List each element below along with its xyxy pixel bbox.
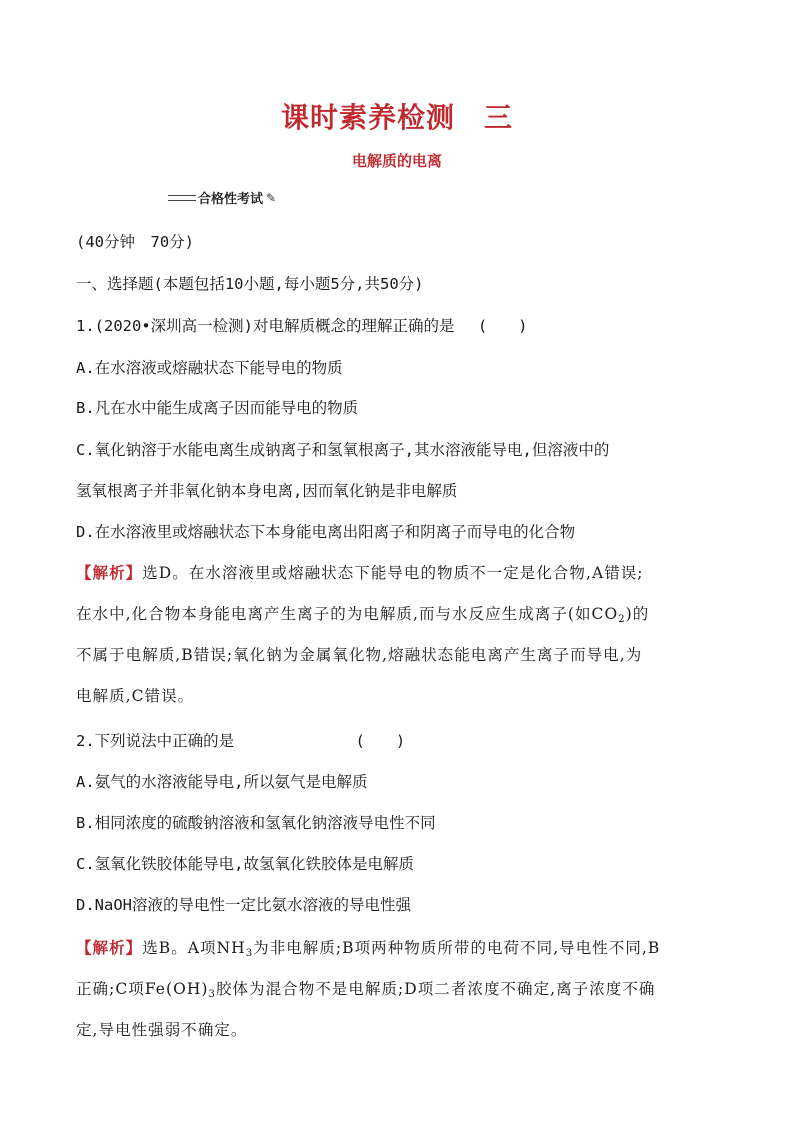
question-1-option-c-line2: 氢氧根离子并非氧化钠本身电离,因而氧化钠是非电解质 — [76, 482, 458, 500]
part-heading: 一、选择题(本题包括10小题,每小题5分,共50分) — [76, 275, 424, 293]
analysis-text: 为非电解质;B项两种物质所带的电荷不同,导电性不同,B — [253, 939, 661, 957]
question-2-option-c: C.氢氧化铁胶体能导电,故氢氧化铁胶体是电解质 — [76, 855, 414, 873]
subscript: 3 — [208, 989, 216, 1000]
question-2-option-b: B.相同浓度的硫酸钠溶液和氢氧化钠溶液导电性不同 — [76, 814, 436, 832]
analysis-text: )的 — [625, 605, 650, 623]
analysis-text: 选D。在水溶液里或熔融状态下能导电的物质不一定是化合物,A错误; — [142, 564, 644, 582]
time-score: (40分钟 70分) — [76, 233, 194, 251]
section-label — [168, 188, 276, 207]
pencil-icon: ✎ — [266, 190, 277, 205]
section-label-text: 合格性考试 — [198, 192, 264, 207]
analysis-text: 胶体为混合物不是电解质;D项二者浓度不确定,离子浓度不确 — [215, 980, 656, 998]
analysis-text: 在水中,化合物本身能电离产生离子的为电解质,而与水反应生成离子(如CO — [76, 605, 619, 623]
page-subtitle: 电解质的电离 — [351, 152, 442, 170]
question-2-analysis-line3: 定,导电性强弱不确定。 — [76, 1021, 248, 1039]
question-2-stem-text: 2.下列说法中正确的是 — [76, 732, 235, 750]
question-2-analysis-line1 — [76, 938, 660, 964]
question-1-option-b: B.凡在水中能生成离子因而能导电的物质 — [76, 399, 359, 417]
analysis-text: 正确;C项Fe(OH) — [76, 980, 209, 998]
question-1-option-d: D.在水溶液里或熔融状态下本身能电离出阳离子和阴离子而导电的化合物 — [76, 523, 576, 541]
question-1-analysis-line1 — [76, 563, 644, 583]
question-1-analysis-line4: 电解质,C错误。 — [76, 687, 195, 705]
question-1-option-c-line1: C.氧化钠溶于水能电离生成钠离子和氢氧根离子,其水溶液能导电,但溶液中的 — [76, 441, 610, 459]
double-line-decoration — [168, 195, 196, 201]
question-2-stem — [76, 731, 405, 751]
question-1-analysis-line2 — [76, 604, 649, 630]
subscript: 3 — [245, 948, 254, 959]
question-1-stem — [76, 316, 528, 336]
question-1-stem-text: 1.(2020•深圳高一检测)对电解质概念的理解正确的是 — [76, 317, 455, 335]
question-2-option-d: D.NaOH溶液的导电性一定比氨水溶液的导电性强 — [76, 896, 411, 914]
analysis-tag: 【解析】 — [76, 563, 143, 582]
question-1-analysis-line3: 不属于电解质,B错误;氧化钠为金属氧化物,熔融状态能电离产生离子而导电,为 — [76, 646, 643, 664]
answer-blank: ( ) — [477, 317, 528, 335]
analysis-text: 选B。A项NH — [142, 939, 246, 957]
analysis-tag: 【解析】 — [76, 938, 143, 957]
answer-blank: ( ) — [355, 732, 406, 750]
page-title: 课时素养检测 三 — [280, 101, 513, 134]
question-2-option-a: A.氨气的水溶液能导电,所以氨气是电解质 — [76, 773, 368, 791]
question-2-analysis-line2 — [76, 979, 655, 1005]
question-1-option-a: A.在水溶液或熔融状态下能导电的物质 — [76, 359, 343, 377]
subscript: 2 — [618, 614, 626, 625]
